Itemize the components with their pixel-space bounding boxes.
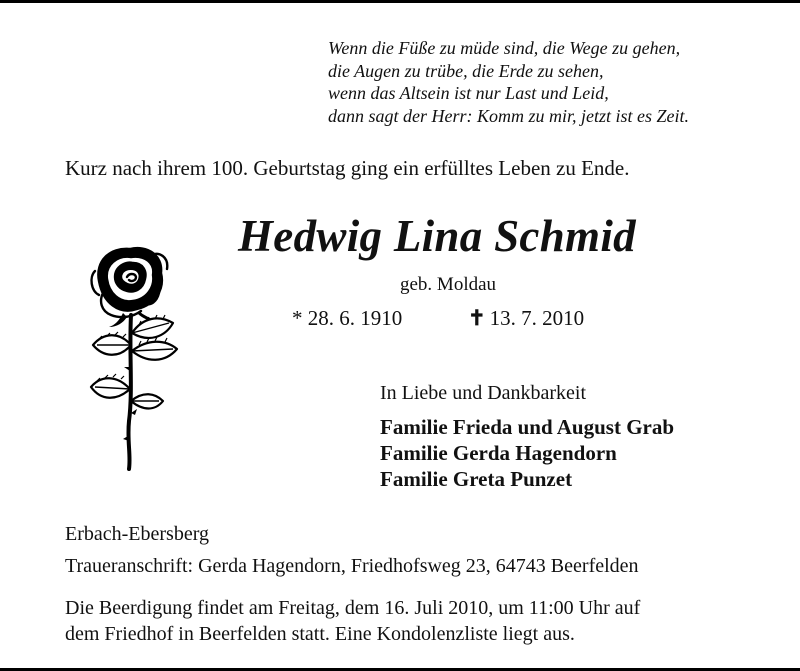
poem-line: die Augen zu trübe, die Erde zu sehen, [328,60,604,81]
funeral-line: dem Friedhof in Beerfelden statt. Eine Kondolenzliste liegt aus. [65,623,575,645]
poem-line: Wenn die Füße zu müde sind, die Wege zu gehen, [328,38,681,58]
death-date-wrapper [468,305,584,331]
family-name: Familie Greta Punzet [380,467,573,491]
poem [328,37,788,127]
mourner-families [380,414,674,492]
birth-date: * 28. 6. 1910 [292,306,403,330]
family-name: Familie Frieda und August Grab [380,415,675,439]
place: Erbach-Ebersberg [65,523,210,545]
funeral-line: Die Beerdigung findet am Freitag, dem 16. Juli 2010, um 11:00 Uhr auf [65,597,641,619]
poem-line: wenn das Altsein ist nur Last und Leid, [328,83,609,103]
rose-icon [85,241,195,471]
mourning-address: Traueranschrift: Gerda Hagendorn, Friedhofsweg 23, 64743 Beerfelden [65,555,639,577]
death-date: 13. 7. 2010 [489,306,585,330]
thanks-line: In Liebe und Dankbarkeit [380,382,587,404]
funeral-info [65,595,765,647]
cross-icon: ✝ [468,306,486,330]
family-name: Familie Gerda Hagendorn [380,441,617,465]
deceased-name: Hedwig Lina Schmid [238,211,636,261]
poem-line: dann sagt der Herr: Komm zu mir, jetzt ist es Zeit. [328,105,690,126]
intro-text: Kurz nach ihrem 100. Geburtstag ging ein erfülltes Leben zu Ende. [65,156,630,180]
birth-name: geb. Moldau [400,274,497,295]
